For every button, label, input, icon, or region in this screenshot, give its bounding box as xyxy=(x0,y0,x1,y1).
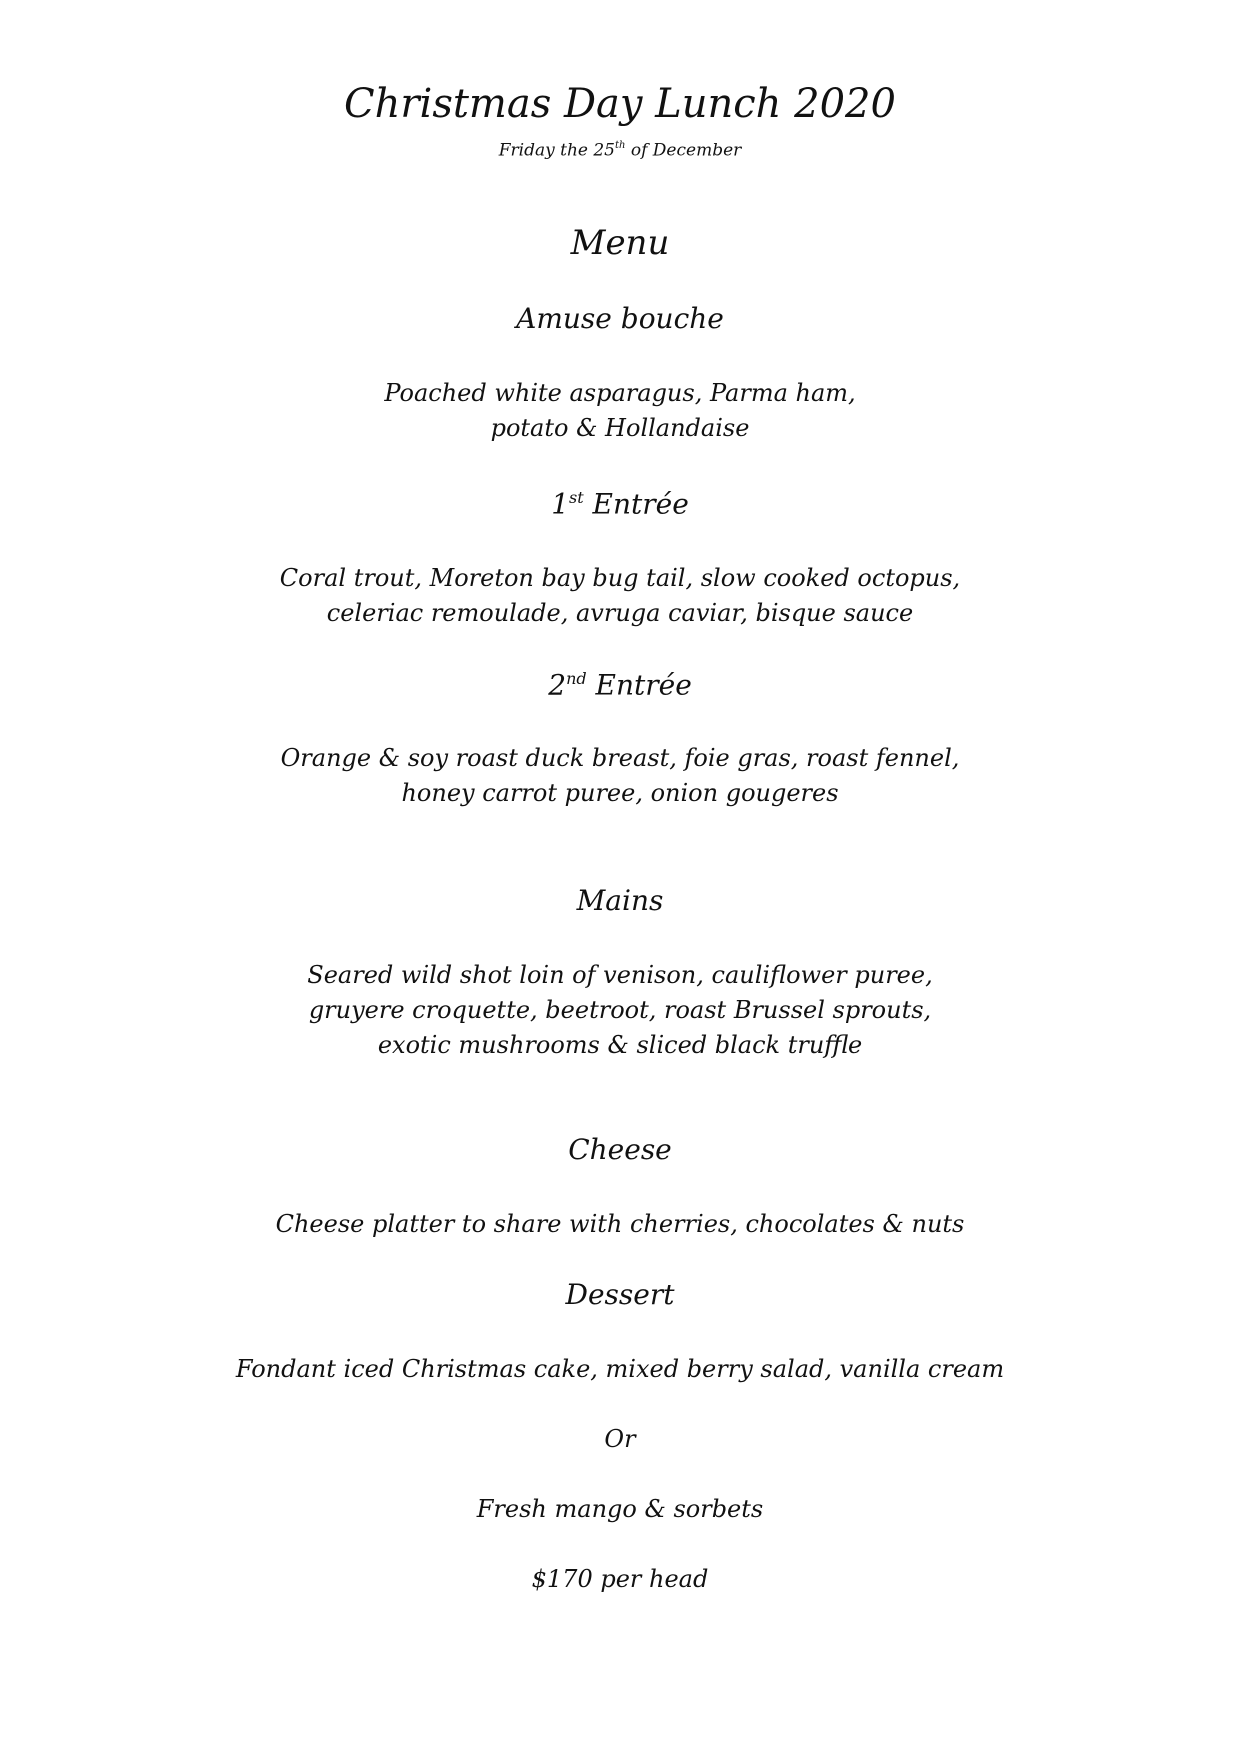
date-ordinal-suffix: th xyxy=(615,140,626,151)
dish-line: Coral trout, Moreton bay bug tail, slow cooked octopus, xyxy=(279,564,961,592)
event-date xyxy=(0,142,1240,160)
page-title: Christmas Day Lunch 2020 xyxy=(344,81,896,127)
dish-line: celeriac remoulade, avruga caviar, bisque sauce xyxy=(326,599,914,627)
dish-line: honey carrot puree, onion gougeres xyxy=(401,779,839,807)
section-heading-mains: Mains xyxy=(576,884,664,917)
dish-line: Poached white asparagus, Parma ham, xyxy=(384,379,856,407)
heading-number: 2 xyxy=(548,668,567,702)
section-heading-first-entree xyxy=(0,487,1240,521)
section-heading-amuse-bouche: Amuse bouche xyxy=(516,302,724,335)
dish-line: exotic mushrooms & sliced black truffle xyxy=(377,1031,863,1059)
heading-ordinal-suffix: st xyxy=(569,488,584,507)
price-per-head: $170 per head xyxy=(531,1565,709,1593)
heading-number: 1 xyxy=(551,487,570,521)
dish-line: Fondant iced Christmas cake, mixed berry salad, vanilla cream xyxy=(235,1355,1005,1383)
section-heading-dessert: Dessert xyxy=(565,1278,675,1311)
dish-line: Fresh mango & sorbets xyxy=(476,1495,764,1523)
heading-text: Entrée xyxy=(583,487,689,521)
date-rest: of December xyxy=(625,140,742,161)
dish-line: Cheese platter to share with cherries, chocolates & nuts xyxy=(275,1210,965,1238)
dish-line: Orange & soy roast duck breast, foie gras, roast fennel, xyxy=(280,744,960,772)
menu-heading: Menu xyxy=(570,223,670,263)
dessert-or-separator: Or xyxy=(604,1425,636,1453)
section-heading-cheese: Cheese xyxy=(568,1133,672,1166)
heading-text: Entrée xyxy=(586,668,692,702)
dish-line: potato & Hollandaise xyxy=(490,414,750,442)
dish-line: gruyere croquette, beetroot, roast Brussel sprouts, xyxy=(308,996,932,1024)
heading-ordinal-suffix: nd xyxy=(566,669,587,688)
date-prefix: Friday the 25 xyxy=(498,140,615,161)
section-heading-second-entree xyxy=(0,668,1240,702)
dish-line: Seared wild shot loin of venison, cauliflower puree, xyxy=(307,961,933,989)
